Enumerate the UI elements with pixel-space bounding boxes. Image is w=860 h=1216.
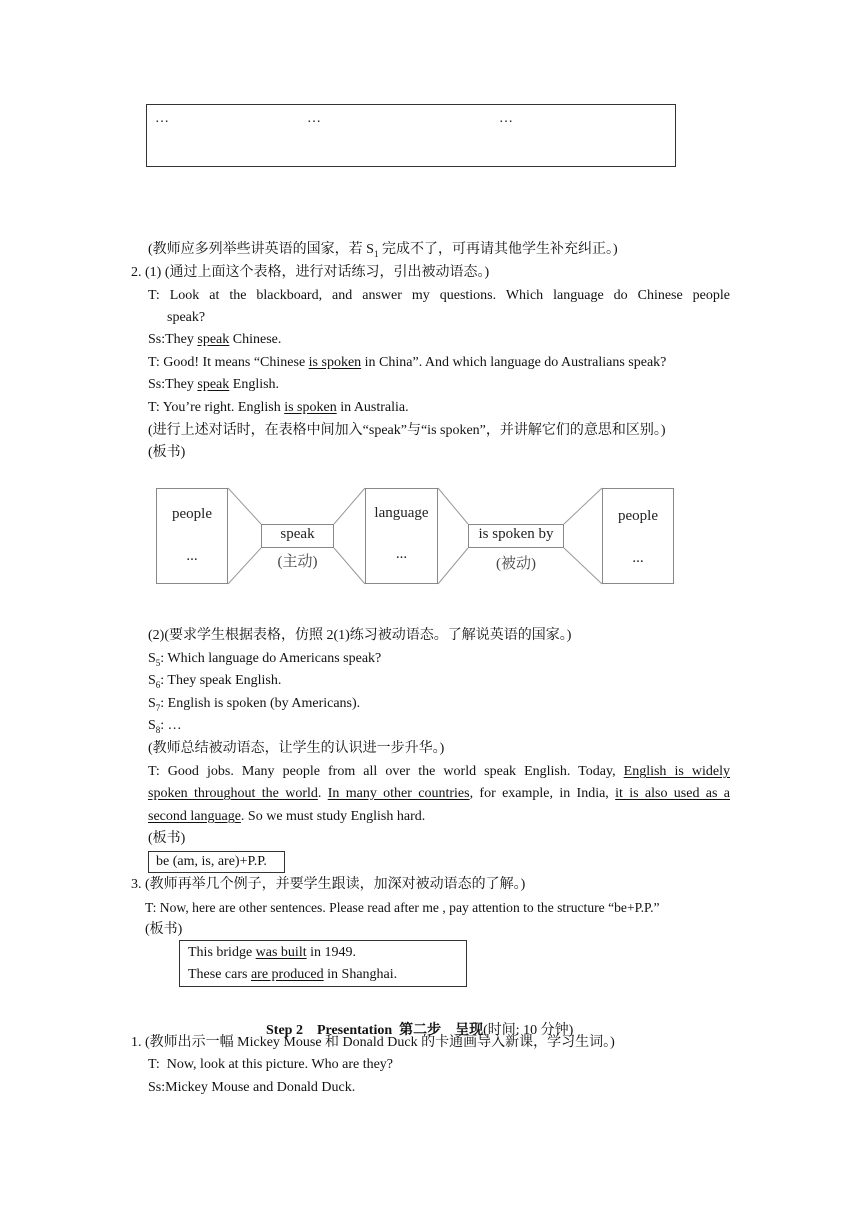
- dialogue-line: T: Good jobs. Many people from all over the world speak English. Today, English is widely: [148, 764, 730, 779]
- item-3: 3. (教师再举几个例子，并要学生跟读，加深对被动语态的了解。): [131, 877, 526, 892]
- dialogue-line: Ss:They speak Chinese.: [148, 332, 282, 347]
- dialogue-line: $S_6$: They speak English.: [148, 673, 282, 690]
- dialogue-line: T: You’re right. English is spoken in Australia.: [148, 400, 409, 415]
- example-sentence: This bridge was built in 1949.: [188, 945, 356, 960]
- example-sentence: These cars are produced in Shanghai.: [188, 967, 398, 982]
- board-label: (板书): [148, 831, 186, 846]
- step-heading: Step 2 Presentation 第二步 呈现(时间: 10 分钟): [266, 1023, 574, 1038]
- center-box-title: language: [374, 505, 429, 521]
- dialogue-line: $S_5$: Which language do Americans speak?: [148, 651, 382, 668]
- dialogue-line: spoken throughout the world. In many other countries, for example, in India, it is also used as a: [148, 786, 731, 801]
- item-2-2: (2)(要求学生根据表格，仿照 2(1)练习被动语态。了解说英语的国家。): [148, 628, 572, 643]
- board-label: (板书): [148, 445, 186, 460]
- dialogue-line: second language. So we must study English hard.: [148, 809, 426, 824]
- item-2-1: 2. (1) (通过上面这个表格，进行对话练习，引出被动语态。): [131, 265, 490, 280]
- dialogue-line: Ss:Mickey Mouse and Donald Duck.: [148, 1080, 356, 1095]
- center-language-box: [365, 488, 438, 584]
- speak-label: speak: [280, 526, 315, 542]
- dialogue-line: speak?: [167, 310, 206, 325]
- top-table: [146, 104, 676, 167]
- dialogue-line: Ss:They speak English.: [148, 377, 280, 392]
- table-cell: …: [307, 111, 321, 126]
- step2-item-1: 1. (教师出示一幅 Mickey Mouse 和 Donald Duck 的卡通画导入新课，学习生词。): [131, 1035, 615, 1050]
- active-voice-label: (主动): [277, 554, 318, 570]
- dialogue-line: T: Now, look at this picture. Who are they?: [148, 1057, 394, 1072]
- dialogue-line: $S_8$: …: [148, 718, 182, 735]
- right-box-dots: ...: [632, 550, 644, 566]
- dialogue-line: $S_7$: English is spoken (by Americans).: [148, 696, 361, 713]
- board-label: (板书): [145, 922, 183, 937]
- center-box-dots: ...: [395, 546, 408, 562]
- dialogue-line: T: Look at the blackboard, and answer my questions. Which language do Chinese people: [148, 288, 730, 303]
- table-cell: …: [155, 111, 169, 126]
- right-people-box: [602, 488, 674, 584]
- dialogue-line: T: Good! It means “Chinese is spoken in China”. And which language do Australians speak?: [148, 355, 667, 370]
- left-box-title: people: [172, 506, 212, 522]
- teacher-note: (教师总结被动语态，让学生的认识进一步升华。): [148, 741, 445, 756]
- table-cell: …: [499, 111, 513, 126]
- left-box-dots: ...: [186, 548, 198, 564]
- right-box-title: people: [618, 508, 658, 524]
- passive-voice-label: (被动): [496, 556, 536, 572]
- left-people-box: [156, 488, 228, 584]
- teacher-note: (进行上述对话时，在表格中间加入“speak”与“is spoken”，并讲解它们的意思和区别。): [148, 423, 666, 438]
- teacher-note: (教师应多列举些讲英语的国家，若 $S_1$ 完成不了，可再请其他学生补充纠正。): [148, 242, 618, 259]
- dialogue-line: T: Now, here are other sentences. Please read after me , pay attention to the structure “be+P.P.”: [145, 900, 660, 915]
- formula-text: be (am, is, are)+P.P.: [156, 854, 267, 869]
- blackboard-diagram: [150, 484, 680, 594]
- is-spoken-by-label: is spoken by: [478, 526, 554, 542]
